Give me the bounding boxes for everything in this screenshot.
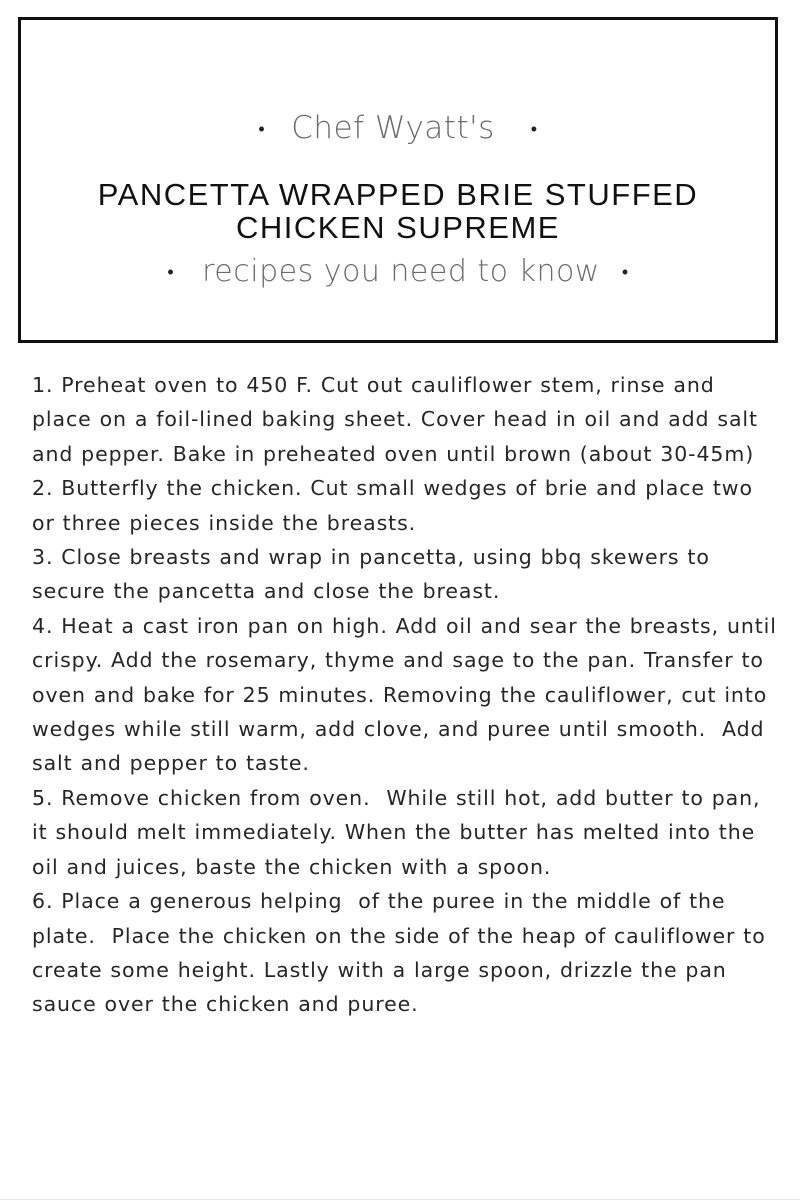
bullet-decoration: •: [258, 119, 266, 140]
recipe-step-4: 4. Heat a cast iron pan on high. Add oil and sear the breasts, until crispy. Add the rosemary, thyme and sage to the pan. Transfer to oven and bake for 25 minutes. Removing the cauliflower, cut into wedges while still warm, add clove, and puree until smooth. Add salt and pepper to taste.: [32, 613, 785, 776]
recipe-steps: [32, 368, 785, 1022]
recipe-step-5: 5. Remove chicken from oven. While still hot, add butter to pan, it should melt immediately. When the butter has melted into the oil and juices, baste the chicken with a spoon.: [32, 785, 769, 879]
recipe-title-line-1: PANCETTA WRAPPED BRIE STUFFED: [97, 177, 699, 212]
recipe-header-box: [18, 17, 778, 343]
bullet-decoration: •: [621, 262, 629, 283]
tagline: [21, 254, 775, 289]
recipe-title: [21, 178, 775, 244]
chef-byline: [21, 110, 775, 146]
recipe-step-3: 3. Close breasts and wrap in pancetta, using bbq skewers to secure the pancetta and close the breast.: [32, 545, 718, 604]
recipe-title-line-2: CHICKEN SUPREME: [236, 210, 560, 245]
tagline-text: recipes you need to know: [202, 254, 600, 289]
recipe-step-1: 1. Preheat oven to 450 F. Cut out cauliflower stem, rinse and place on a foil-lined baking sheet. Cover head in oil and add salt and pepper. Bake in preheated oven until brown (about 30-45m): [32, 373, 766, 466]
recipe-step-2: 2. Butterfly the chicken. Cut small wedges of brie and place two or three pieces inside the breasts.: [32, 476, 761, 535]
recipe-step-6: 6. Place a generous helping of the puree in the middle of the plate. Place the chicken on the side of the heap of cauliflower to create some height. Lastly with a large spoon, drizzle the pan sauce over the chicken and puree.: [32, 889, 774, 1017]
bullet-decoration: •: [530, 119, 538, 140]
bullet-decoration: •: [167, 262, 175, 283]
chef-name: Chef Wyatt's: [291, 110, 495, 146]
